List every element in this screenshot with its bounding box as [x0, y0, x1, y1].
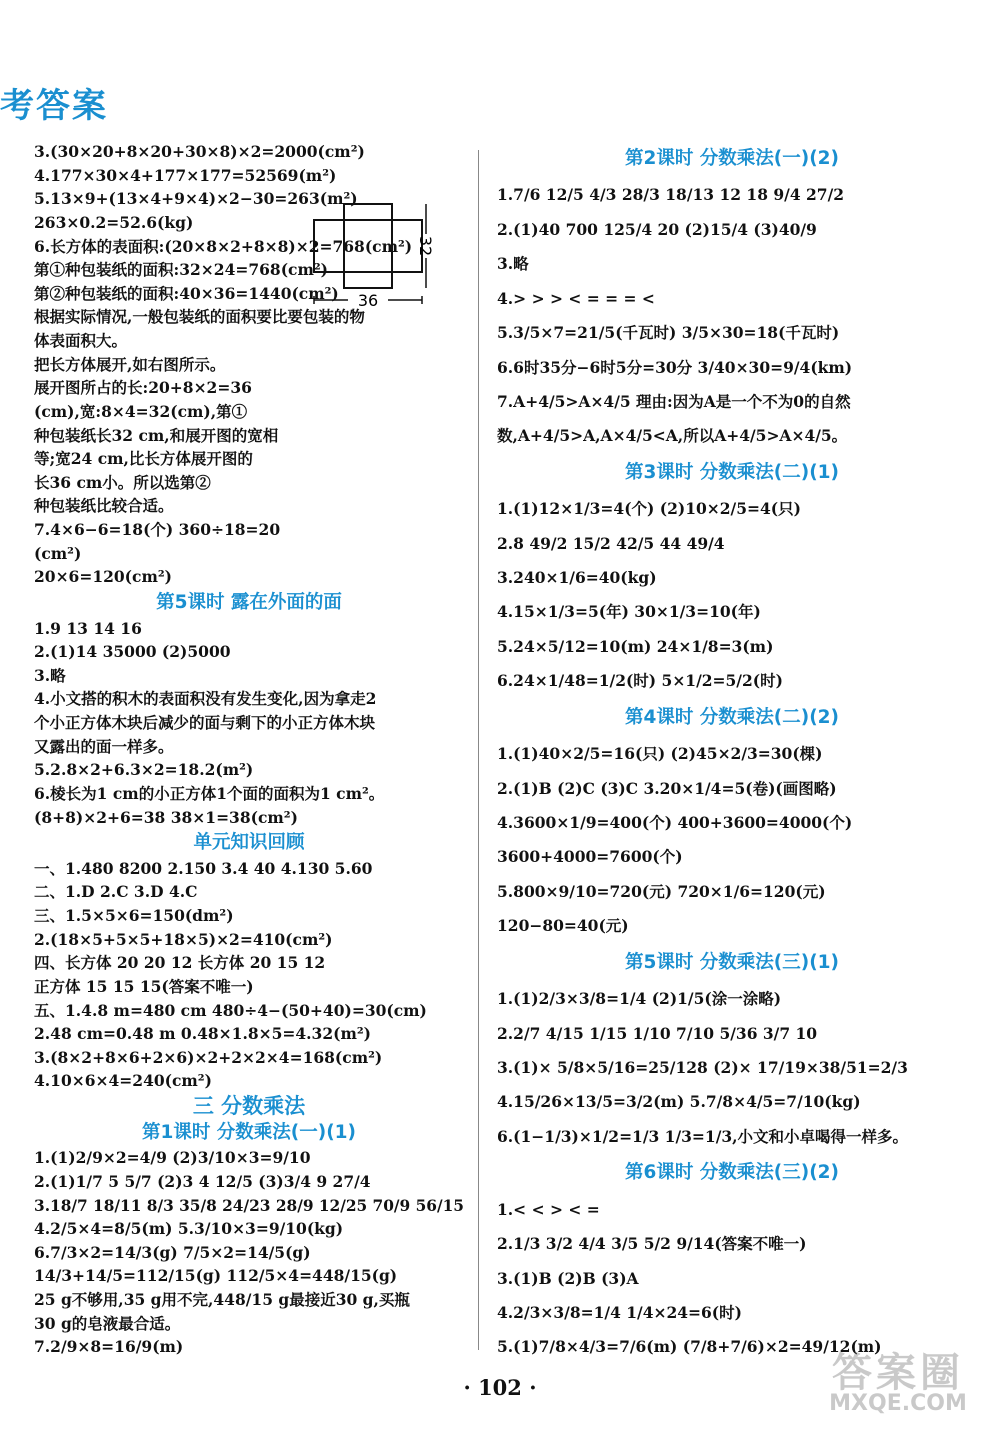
answer-line: 263×0.2=52.6(kg) — [34, 212, 194, 232]
answer-line: 4.> > > < = = = < — [497, 288, 655, 308]
answer-line: 4.2/3×3/8=1/4 1/4×24=6(时) — [497, 1302, 742, 1322]
watermark-logo — [808, 1341, 988, 1425]
answer-line: 6.长方体的表面积:(20×8×2+8×8)×2=768(cm²) — [34, 236, 413, 256]
answer-line: 7.2/9×8=16/9(m) — [34, 1337, 184, 1357]
answer-line: 五、1.4.8 m=480 cm 480÷4−(50+40)=30(cm) — [34, 1000, 427, 1020]
unit-heading: 三 分数乘法 — [192, 1094, 306, 1118]
answer-line: 6.6时35分−6时5分=30分 3/40×30=9/4(km) — [497, 357, 853, 377]
answer-header: 考答案 — [0, 86, 108, 126]
lesson-heading: 单元知识回顾 — [193, 832, 305, 854]
answer-line: 第②种包装纸的面积:40×36=1440(cm²) — [34, 283, 339, 303]
answer-line: 3.240×1/6=40(kg) — [497, 568, 657, 588]
answer-line: 一、1.480 8200 2.150 3.4 40 4.130 5.60 — [34, 858, 373, 878]
right-column — [497, 140, 967, 1365]
answer-line: 2.48 cm=0.48 m 0.48×1.8×5=4.32(m²) — [34, 1024, 371, 1044]
answer-line: 1.7/6 12/5 4/3 28/3 18/13 12 18 9/4 27/2 — [497, 185, 845, 205]
answer-line: 4.15/26×13/5=3/2(m) 5.7/8×4/5=7/10(kg) — [497, 1092, 861, 1112]
answer-line: 把长方体展开,如右图所示。 — [34, 354, 226, 374]
answer-line: 4.177×30×4+177×177=52569(m²) — [34, 165, 337, 185]
lesson-heading: 第1课时 分数乘法(一)(1) — [141, 1121, 356, 1143]
answer-line: 种包装纸长32 cm,和展开图的宽相 — [34, 425, 279, 445]
cuboid-net-diagram — [300, 198, 435, 316]
answer-line: 1.(1)12×1/3=4(个) (2)10×2/5=4(只) — [497, 499, 801, 519]
answer-line: 120−80=40(元) — [497, 916, 629, 936]
answer-line: 6.棱长为1 cm的小正方体1个面的面积为1 cm²。 — [34, 783, 385, 803]
lesson-heading: 第5课时 分数乘法(三)(1) — [624, 951, 839, 973]
answer-line: 根据实际情况,一般包装纸的面积要比要包装的物 — [34, 307, 365, 327]
answer-line: 又露出的面一样多。 — [34, 736, 174, 756]
answer-line: 3.(8×2+8×6+2×6)×2+2×2×4=168(cm²) — [34, 1047, 383, 1067]
answer-line: 4.小文搭的积木的表面积没有发生变化,因为拿走2 — [34, 689, 377, 709]
answer-line: 2.(1)14 35000 (2)5000 — [34, 642, 231, 662]
answer-line: 25 g不够用,35 g用不完,448/15 g最接近30 g,买瓶 — [34, 1290, 410, 1309]
answer-line: 5.3/5×7=21/5(千瓦时) 3/5×30=18(千瓦时) — [497, 323, 840, 343]
answer-line: 3600+4000=7600(个) — [497, 847, 683, 867]
watermark-url: MXQE.COM — [829, 1391, 967, 1416]
net-left-face — [314, 220, 344, 272]
net-height-label: 32 — [416, 235, 435, 257]
answer-line: 4.2/5×4=8/5(m) 5.3/10×3=9/10(kg) — [34, 1219, 344, 1239]
answer-line: 5.24×5/12=10(m) 24×1/8=3(m) — [497, 636, 774, 656]
answer-line: 2.(1)40 700 125/4 20 (2)15/4 (3)40/9 — [497, 219, 817, 239]
answer-line: 7.A+4/5>A×4/5 理由:因为A是一个不为0的自然 — [497, 391, 851, 411]
answer-line: 4.3600×1/9=400(个) 400+3600=4000(个) — [497, 813, 853, 833]
answer-line: 5.800×9/10=720(元) 720×1/6=120(元) — [497, 881, 826, 901]
answer-line: 4.15×1/3=5(年) 30×1/3=10(年) — [497, 602, 761, 622]
answer-line: 2.(18×5+5×5+18×5)×2=410(cm²) — [34, 929, 333, 949]
answer-line: 二、1.D 2.C 3.D 4.C — [34, 882, 198, 902]
answer-line: 等;宽24 cm,比长方体展开图的 — [34, 449, 253, 469]
answer-line: 展开图所占的长:20+8×2=36 — [34, 378, 252, 398]
answer-line: 6.7/3×2=14/3(g) 7/5×2=14/5(g) — [34, 1242, 311, 1262]
answer-line: 三、1.5×5×6=150(dm²) — [34, 906, 234, 925]
lesson-heading: 第2课时 分数乘法(一)(2) — [624, 148, 839, 169]
lesson-heading: 第6课时 分数乘法(三)(2) — [624, 1162, 839, 1184]
answer-line: 正方体 15 15 15(答案不唯一) — [34, 976, 254, 996]
answer-line: 1.(1)2/3×3/8=1/4 (2)1/5(涂一涂略) — [497, 989, 782, 1009]
answer-line: 30 g的皂液最合适。 — [34, 1313, 181, 1333]
answer-line: 2.8 49/2 15/2 42/5 44 49/4 — [497, 533, 725, 553]
answer-line: 2.(1)B (2)C (3)C 3.20×1/4=5(卷)(画图略) — [497, 778, 837, 798]
net-width-label: 36 — [357, 291, 379, 310]
column-divider — [478, 150, 479, 1350]
watermark-text: 答案圈 — [832, 1350, 964, 1396]
answer-line: 1.(1)40×2/5=16(只) (2)45×2/3=30(棵) — [497, 744, 823, 764]
answer-line: (8+8)×2+6=38 38×1=38(cm²) — [34, 807, 298, 827]
answer-line: 个小正方体木块后减少的面与剩下的小正方体木块 — [34, 713, 376, 732]
answer-line: 2.2/7 4/15 1/15 1/10 7/10 5/36 3/7 10 — [497, 1023, 818, 1043]
answer-line: 1.< < > < = — [497, 1199, 600, 1219]
answer-line: 四、长方体 20 20 12 长方体 20 15 12 — [34, 953, 326, 973]
answer-line: 3.略 — [497, 254, 529, 274]
answer-line: 种包装纸比较合适。 — [34, 496, 174, 516]
answer-line: 3.(30×20+8×20+30×8)×2=2000(cm²) — [34, 142, 365, 161]
answer-line: 2.1/3 3/2 4/4 3/5 5/2 9/14(答案不唯一) — [497, 1234, 807, 1254]
answer-line: 第①种包装纸的面积:32×24=768(cm²) — [34, 260, 328, 280]
net-center-face — [344, 204, 392, 288]
answer-line: 5.2.8×2+6.3×2=18.2(m²) — [34, 760, 254, 780]
answer-line: 7.4×6−6=18(个) 360÷18=20 — [34, 520, 281, 539]
lesson-heading: 第4课时 分数乘法(二)(2) — [624, 706, 839, 728]
answer-line: 2.(1)1/7 5 5/7 (2)3 4 12/5 (3)3/4 9 27/4 — [34, 1171, 371, 1191]
answer-line: 3.18/7 18/11 8/3 35/8 24/23 28/9 12/25 70/9 56/15 — [34, 1195, 464, 1215]
lesson-heading: 第5课时 露在外面的面 — [156, 591, 342, 613]
answer-line: 5.(1)7/8×4/3=7/6(m) (7/8+7/6)×2=49/12(m) — [497, 1337, 882, 1357]
answer-line: 3.(1)B (2)B (3)A — [497, 1268, 639, 1288]
answer-line: (cm²) — [34, 543, 82, 563]
answer-line: 14/3+14/5=112/15(g) 112/5×4=448/15(g) — [34, 1266, 398, 1286]
answer-line: 1.(1)2/9×2=4/9 (2)3/10×3=9/10 — [34, 1148, 311, 1168]
page-number: · 102 · — [463, 1375, 537, 1400]
answer-line: 3.略 — [34, 665, 66, 685]
answer-line: 体表面积大。 — [34, 331, 128, 350]
answer-line: 长36 cm小。所以选第② — [34, 472, 211, 492]
answer-line: (cm),宽:8×4=32(cm),第① — [34, 401, 248, 421]
answer-line: 20×6=120(cm²) — [34, 567, 172, 587]
answer-line: 1.9 13 14 16 — [34, 618, 142, 638]
answer-line: 数,A+4/5>A,A×4/5<A,所以A+4/5>A×4/5。 — [497, 426, 848, 446]
answer-line: 6.(1−1/3)×1/2=1/3 1/3=1/3,小文和小卓喝得一样多。 — [497, 1126, 909, 1146]
left-column — [34, 140, 464, 1359]
answer-line: 4.10×6×4=240(cm²) — [34, 1071, 212, 1091]
answer-line: 5.13×9+(13×4+9×4)×2−30=263(m²) — [34, 189, 358, 209]
answer-line: 3.(1)× 5/8×5/16=25/128 (2)× 17/19×38/51=2/3 — [497, 1057, 908, 1077]
lesson-heading: 第3课时 分数乘法(二)(1) — [624, 461, 839, 483]
answer-line: 6.24×1/48=1/2(时) 5×1/2=5/2(时) — [497, 671, 783, 691]
